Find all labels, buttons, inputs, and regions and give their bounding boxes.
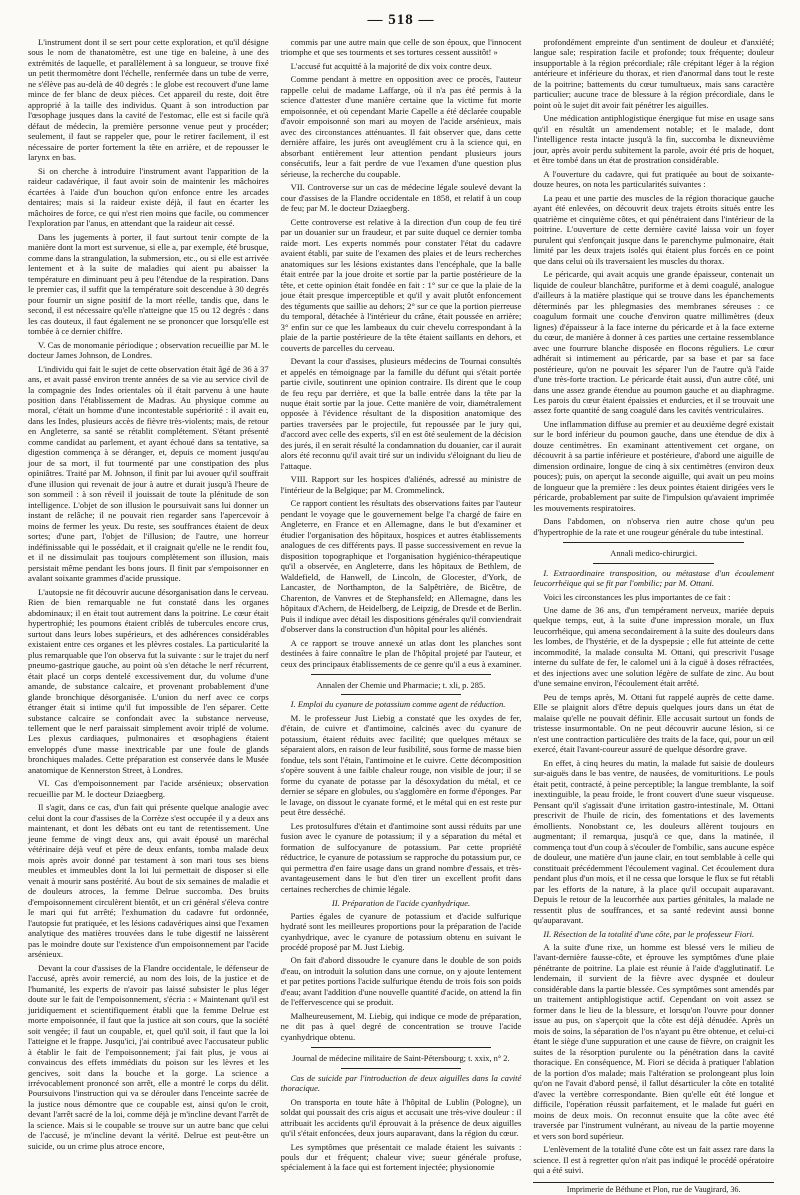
section-heading: VII. Controverse sur un cas de médecine légale soulevé devant la cour d'assises de la Flandre occidentale en 1858, et relatif à un coup de feu; par M. le docteur Dziaegberg.	[280, 182, 522, 214]
column-right	[533, 37, 775, 1194]
paragraph: Cette controverse est relative à la direction d'un coup de feu tiré par un douanier sur un fraudeur, et par suite duquel ce dernier tomba raide mort. Les experts nommés pour constater l'état du cadavre avaient établi, par suite de l'examen des plaies et de leurs recherches anatomiques sur les lésions existantes dans l'encéphale, que la balle était entrée par la joue droite et sortie par la partie postérieure de la tête, et cette opinion était fondée en fait : 1° sur ce que la plaie de la joue était presque imperceptible et qu'il y avait plutôt enfoncement des téguments que saillie au dehors; 2° sur ce que la portion pierreuse du temporal, détachée à l'intérieur du crâne, était poussée en arrière; 3° enfin sur ce que les lambeaux du cuir chevelu correspondant à la plaie de la partie postérieure de la tête étaient saillants en dehors, et couverts de parcelles du cerveau.	[280, 216, 522, 353]
column-left	[28, 37, 269, 1151]
section-divider	[341, 694, 462, 695]
paragraph: Comme pendant à mettre en opposition avec ce procès, l'auteur rappelle celui de madame Laffarge, où il n'a pas été permis à la science d'attester d'une manière certaine que la victime fut morte empoisonnée, et où cependant Marie Capelle a été déclarée coupable d'avoir empoisonné son mari au moyen de l'acide arsénieux, mais avec des circonstances atténuantes. Il fait observer que, dans cette dernière affaire, les jurés ont aveuglément cru à la science qui, en absorbant entièrement leur attention pendant plusieurs jours consécutifs, leur a fait perdre de vue l'examen d'une question plus sérieuse, la recherche du coupable.	[280, 74, 522, 179]
paragraph: profondément empreinte d'un sentiment de douleur et d'anxiété; langue sale; respiration facile et profonde; toux fréquente; douleur insupportable à la région précordiale; râle crépitant léger à la région antérieure et inférieure du thorax, et rien d'anormal dans tout le reste de la poitrine; battements du cœur tumultueux, mais sans caractère particulier; aucune trace de blessure à la région précordiale, dans le point où le sujet dit avoir fait pénétrer les aiguilles.	[533, 37, 775, 110]
section-divider	[341, 1068, 462, 1069]
section-heading: I. Emploi du cyanure de potassium comme agent de réduction.	[290, 699, 506, 710]
paragraph: On transporta en toute hâte à l'hôpital de Lublin (Pologne), un soldat qui poussait des cris aigus et accusait une très-vive douleur : il attribuait les accidents qu'il éprouvait à la présence de deux aiguilles qu'il s'était enfoncées, deux jours auparavant, dans la région du cœur.	[280, 1096, 522, 1139]
journal-heading: Annalen der Chemie und Pharmacie; t. xli, p. 285.	[316, 681, 486, 691]
paragraph: Le péricarde, qui avait acquis une grande épaisseur, contenait un liquide de couleur blanchâtre, puriforme et à demi coagulé, analogue d'ailleurs à la matière plastique qui se trouve dans les épanchements déterminés par les phlegmasies des membranes séreuses : ce coagulum formait une couche d'environ quatre millimètres (deux lignes) d'épaisseur à la face interne du péricarde et à la face externe du cœur, de manière à donner à ces parties une certaine ressemblance avec une fourrure blanche disposée en flocons réguliers. Le cœur adhérait si intimement au péricarde, par sa base et par sa face postérieure, qu'on ne pouvait les séparer l'un de l'autre qu'à l'aide d'une très-forte traction. Le péricarde était aussi, d'un autre côté, uni dans une assez grande étendue au poumon gauche et au diaphragme. Les parois du cœur étaient épaissies et endurcies, et il se trouvait une assez forte quantité de sang coagulé dans les cavités ventriculaires.	[533, 269, 775, 416]
column-middle	[280, 37, 522, 1173]
section-heading: II. Résection de la totalité d'une côte, par le professeur Fiori.	[543, 928, 755, 939]
section-heading: VI. Cas d'empoisonnement par l'acide arsénieux; observation recueillie par M. le docteur Dziaegberg.	[28, 778, 269, 799]
paragraph: Dans l'abdomen, on n'observa rien autre chose qu'un peu d'hypertrophie de la rate et une rougeur générale du tube intestinal.	[533, 516, 775, 537]
journal-heading: Journal de médecine militaire de Saint-Pétersbourg; t. xxix, n° 2.	[292, 1054, 510, 1064]
section-heading: II. Préparation de l'acide cyanhydrique.	[331, 898, 471, 909]
paragraph: Peu de temps après, M. Ottani fut rappelé auprès de cette dame. Elle se plaignit alors d'être depuis quelques jours dans un état de malaise qu'elle ne pouvait définir. Elle accusait surtout un fonds de tristesse insurmontable. On ne peut découvrir aucune lésion, si ce n'est une contraction particulière des traits de la face, qui, pour un œil exercé, était l'avant-coureur assuré de quelque désordre grave.	[533, 691, 775, 755]
paragraph: Les protosulfures d'étain et d'antimoine sont aussi réduits par une fusion avec le cyanure de potassium; il y a séparation du métal et formation de sulfocyanure de potassium. Par cette propriété réductrice, le cyanure de potassium se rapproche du potassium pur, ce qui permettra d'en faire usage dans un grand nombre d'essais, et très-avantageusement dans le but d'en tirer un excellent profit dans certaines recherches de chimie légale.	[280, 820, 522, 894]
paragraph: Parties égales de cyanure de potassium et d'acide sulfurique hydraté sont les meilleures proportions pour la préparation de l'acide cyanhydrique, avec le cyanure de potassium obtenu en suivant le procédé proposé par M. Just Liebig.	[280, 910, 522, 952]
section-heading: VIII. Rapport sur les hospices d'aliénés, adressé au ministre de l'intérieur de la Belgique; par M. Crommelinck.	[280, 474, 522, 495]
paragraph: Si on cherche à introduire l'instrument avant l'apparition de la raideur cadavérique, il faut avoir soin de maintenir les mâchoires écartées à l'aide d'un bouchon qu'on enfonce entre les arcades dentaires; mais si la raideur existe déjà, il faut en écarter les mâchoires de force, ce qui n'est rien moins que facile, ou commencer l'exploration par l'anus, en attendant que la raideur ait cessé.	[28, 165, 269, 229]
paragraph: commis par une autre main que celle de son époux, que l'innocent triomphe et que ses tourments et ses tortures cessent aussitôt! »	[280, 37, 522, 58]
page-number: — 518 —	[367, 12, 435, 28]
paragraph: Une médication antiphlogistique énergique fut mise en usage sans qu'il en résultât un amendement notable; et le malade, dont l'intelligence resta intacte jusqu'à la fin, succomba le dixneuvième jour, après avoir perdu subitement la parole, avoir été pris de hoquet, et être tombé dans un état de prostration considérable.	[533, 113, 775, 166]
paragraph: Une dame de 36 ans, d'un tempérament nerveux, mariée depuis quelque temps, eut, à la suite d'une impression morale, un flux leucorrhéique, qui amena secondairement à la suite des douleurs dans les lombes, de l'hystérie, et de la dyspepsie ; elle fut atteinte de cette incommodité, la malade consulta M. Ottani, qui prescrivit l'usage interne du sulfate de fer, le calomel uni à la ciguë à doses réfractées, et des injections avec une solution légère de sulfate de zinc. Au bout d'une semaine environ, l'écoulement était arrêté.	[533, 604, 775, 689]
paragraph: Il s'agit, dans ce cas, d'un fait qui présente quelque analogie avec celui dont la cour d'assises de la Corrèze s'est occupée il y a deux ans maintenant, et dont les débats ont eu tant de retentissement. Une jeune femme de vingt deux ans, qui avait épousé un maréchal vétérinaire déjà veuf et père de deux enfants, tomba malade deux mois après avoir donné par testament à son mari tous ses biens meubles et immeubles dont la loi lui permettait de disposer si elle venait à mourir sans postérité. Au bout de six semaines de maladie et de douleurs atroces, la femme Delrue succomba. Des bruits d'empoisonnement circulèrent bientôt, et un cri général s'éleva contre le mari qui fut arrêté; l'exhumation du cadavre fut ordonnée, l'autopsie fut pratiquée, et les lésions cadavériques ainsi que l'examen analytique des matières trouvées dans le tube digestif ne laissèrent pas le moindre doute sur l'existence d'un empoisonnement par l'acide arsénieux.	[28, 802, 269, 960]
paragraph: Dans les jugements à porter, il faut surtout tenir compte de la manière dont la mort est survenue, si elle a, par exemple, été brusque, comme dans la strangulation, la submersion, etc., ou si elle est arrivée lentement et à la suite de maladies qui aient pu abaisser la température en diminuant peu à peu l'étendue de la respiration. Dans le premier cas, il suffit que la température soit descendue à 30 degrés pour fournir un signe positif de la mort réelle, tandis que, dans le second, il est nécessaire qu'elle n'atteigne que 15 ou 12 degrés : dans les cas douteux, il faut également ne se prononcer que lorsqu'elle est tombée à ce dernier chiffre.	[28, 231, 269, 337]
section-divider	[563, 542, 744, 543]
paragraph: A ce rapport se trouve annexé un atlas dont les planches sont destinées à faire connaître le plan de l'hôpital projeté par l'auteur, et ceux des principaux établissements de ce genre qu'il a eus à examiner.	[280, 637, 522, 669]
paragraph: Devant la cour d'assises de la Flandre occidentale, le défenseur de l'accusé, après avoir remercié, au nom des lois, de la justice et de l'humanité, les experts de n'avoir pas laissé subsister le plus léger doute sur le fait de l'empoisonnement, s'écria : « Maintenant qu'il est juridiquement et scientifiquement établi que la femme Delrue est morte empoisonnée, il faut que la justice ait son cours, que la société soit vengée; il faut un coupable, et, quel qu'il soit, il faut que la loi l'atteigne et le frappe. Jusqu'ici, j'ai contribué avec l'accusateur public à établir le fait de l'empoisonnement; j'ai fait plus, je vous ai convaincus des effets immédiats du poison sur les lèvres et les gencives, soit dans la bouche et la gorge. La science a irrévocablement prononcé son arrêt, elle a montré le corps du délit. Poursuivons l'instruction qui va se dérouler dans l'enceinte sacrée de la justice nous démontre que ce coupable est, ainsi qu'on le croit, devant l'arrêt sacré de la loi, comme déjà je m'incline devant l'arrêt de la science. Mais si le coupable se trouve sur un autre banc que celui de l'accusé, je m'incline devant la vérité. Delrue est peut-être un suicide, ou un crime plus atroce encore,	[28, 962, 269, 1151]
paragraph: A l'ouverture du cadavre, qui fut pratiquée au bout de soixante-douze heures, on nota les particularités suivantes :	[533, 168, 775, 190]
paragraph: La peau et une partie des muscles de la région thoracique gauche ayant été enlevées, on découvrit deux trajets étroits situés entre les quatrième et cinquième côtes, et qui pénétraient dans l'intérieur de la poitrine. L'ouverture de cette dernière cavité laissa voir un foyer purulent qui s'enfonçait jusque dans le parenchyme pulmonaire, était limité par les deux trajets isolés qui étaient plus forcés en ce point que dans celui où ils traversaient les muscles du thorax.	[533, 192, 775, 266]
section-heading: I. Extraordinaire transposition, ou métastase d'un écoulement leucorrhéique qui se fit par l'ombilic; par M. Ottani.	[533, 567, 775, 589]
paragraph: L'enlèvement de la totalité d'une côte est un fait assez rare dans la science. Il est à regretter qu'on n'ait pas indiqué le procédé opératoire qui a été suivi.	[533, 1144, 775, 1176]
paragraph: En effet, à cinq heures du matin, la malade fut saisie de douleurs sur-aiguës dans le bas ventre, de nausées, de vomituritions. Le pouls était petit, contracté, à peine perceptible; la langue tremblante, la soif inextinguible, la peau froide, le front couvert d'une sueur visqueuse. Pensant qu'il s'agissait d'une irritation gastro-intestinale, M. Ottani prescrivit de l'huile de ricin, des fomentations et des lavements émollients. Nonobstant ce, les douleurs allèrent toujours en augmentant; il remarqua, jusqu'à ce que, dans la matinée, il commença tout d'un coup à s'écouler de l'ombilic, sans aucune espèce de douleur, une matière d'un jaune clair, en tout semblable à celle qui constituait précédemment l'écoulement vaginal. Cet écoulement dura pendant plus d'un mois, et il ne cessa que lorsque le flux se fut rétabli par les efforts de la nature, à la place qu'il occupait auparavant. Depuis le retour de la leucorrhée aux parties génitales, la malade ne ressentit plus de souffrances, et sa santé redevint aussi bonne qu'auparavant.	[533, 757, 775, 926]
paragraph: L'individu qui fait le sujet de cette observation était âgé de 36 à 37 ans, et avait passé environ trente années de sa vie au service civil de la compagnie des Indes orientales où il était parvenu à une haute position dans l'établissement de Madras. Au physique comme au moral, c'était un homme d'une incontestable supériorité : il avait eu, dans les Indes, plusieurs accès de fièvre très-violents; mais, de retour en Angleterre, sa santé se rétablit complétement. S'étant présenté comme candidat au parlement, et ayant échoué dans sa tentative, sa digestion commença à se déranger, et, depuis ce moment jusqu'au jour de sa mort, il fut tourmenté par une constipation des plus opiniâtres. Traité par M. Johnson, il finit par lui avouer qu'il souffrait d'une illusion qui revenait de jour à autre et durait jusqu'à l'heure de son sommeil : à son réveil il jouissait de toute la plénitude de son intelligence. L'objet de son illusion le poursuivait sans lui donner un instant de relâche; il ne pouvait rien regarder sans l'apercevoir à moins de fermer les yeux. Du reste, ses souffrances étaient de deux sortes; d'une part, l'objet de l'illusion; de l'autre, une horreur indéfinissable qui le possédait, et il craignait qu'elle ne le rendit fou, et il ne dissimulait pas toujours complètement son illusion, mais persistait même pendant les bons jours. Il finit par s'empoisonner en avalant soixante grammes d'acide prussique.	[28, 363, 269, 584]
paragraph: Voici les circonstances les plus importantes de ce fait :	[543, 591, 731, 602]
paragraph: A la suite d'une rixe, un homme est blessé vers le milieu de l'avant-dernière fausse-côte, et éprouve les symptômes d'une plaie pénétrante de poitrine. La plaie est réunie à l'aide d'agglutinatif. Le lendemain, il survient de la fièvre avec dyspnée et douleur considérable dans la partie blessée. Ces symptômes sont amendés par un traitement antiphlogistique actif. Cependant on voit assez se former dans le lieu de la blessure, et lorsqu'on l'ouvre pour donner issue au pus, on s'aperçoit que la côte est déjà dénudée. Après un mois de soins, la séparation de l'os n'ayant pu être obtenue, et celui-ci étant le siège d'une suppuration et une cause de fièvre, on craignit les suites de la résorption purulente ou la pénétration dans la cavité thoracique. En conséquence, M. Fiori se décida à pratiquer l'ablation de la portion d'os malade; mais l'altération se prolongeant plus loin qu'on ne l'avait d'abord pensé, il fallut désarticuler la côte en totalité d'avec la vertèbre correspondante. Bien qu'elle eût été longue et difficile, l'opération réussit parfaitement, et le malade fut guéri en moins de deux mois. On reconnut ensuite que la côte avec été traversée par l'instrument vulnérant, au niveau de la partie moyenne et vers son bord supérieur.	[533, 942, 775, 1141]
journal-heading: Annali medico-chirurgici.	[610, 549, 698, 559]
paragraph: Devant la cour d'assises, plusieurs médecins de Tournai consultés et appelés en témoignage par la famille du défunt qui s'était portée partie civile, soutinrent une opinion contraire. Ils dirent que le coup de feu reçu par derrière, et que la balle entrée dans la tête par la nuque était sortie par la joue. Cette manière de voir, diamétralement opposée à l'évidence résultant de la disposition anatomique des parties traversées par le projectile, fut repoussée par le jury qui, d'accord avec celle des experts, s'il en est ôté seulement de la décision des jurés, il en serait résulté la condamnation du douanier, car il aurait alors été reconnu qu'il avait tiré sur un individu s'éloignant du lieu de l'attaque.	[280, 356, 522, 471]
section-heading: V. Cas de monomanie périodique ; observation recueillie par M. le docteur James Johnson, de Londres.	[28, 339, 269, 361]
paragraph: Une inflammation diffuse au premier et au deuxième degré existait sur le bord inférieur du poumon gauche, dans une étendue de dix à douze centimètres. En examinant attentivement cet organe, on découvrit à sa partie inférieure et postérieure, d'abord une aiguille de dimension ordinaire, longue de cinq à six centimètres (environ deux pouces); puis, on aperçut la seconde aiguille, qui avait un peu moins de longueur que la première : les deux pointes étaient dirigées vers le péricarde, probablement par suite de l'impulsion qu'avaient imprimée les mouvements respiratoires.	[533, 418, 775, 513]
paragraph: On fait d'abord dissoudre le cyanure dans le double de son poids d'eau, on introduit la solution dans une cornue, on y ajoute lentement et par petites portions l'acide sulfurique étendu de trois fois son poids d'eau; avant l'addition d'une nouvelle quantité d'acide, on attend la fin de l'effervescence qui se produit.	[280, 955, 522, 1008]
paragraph: Malheureusement, M. Liebig, qui indique ce mode de préparation, ne dit pas à quel degré de concentration se trouve l'acide cyanhydrique obtenu.	[280, 1010, 522, 1042]
paragraph: Ce rapport contient les résultats des observations faites par l'auteur pendant le voyage que le gouvernement belge l'a chargé de faire en Angleterre, en France et en Allemagne, dans le but d'examiner et étudier l'organisation des hôpitaux, hospices et autres établissements analogues de ces différents pays. Il passe successivement en revue la disposition topographique et l'organisation hygiénico-thérapeutique qu'il a observée, en Angleterre, dans les hôpitaux de Bethlem, de Waldefield, de Hanwell, de Lincoln, de Glocester, d'York, de Lancaster, de Northampton, de la Salpêtrière, de Bicêtre, de Charenton, de Vanvres et de Stephansfeld; en Allemagne, dans les hôpitaux d'Achern, de Heidelberg, de Leipzig, de Dresde et de Berlin. Puis il indique avec détail les dispositions générales qu'il conviendrait d'observer dans la construction d'un hôpital pour les aliénés.	[280, 498, 522, 635]
section-divider	[311, 1047, 492, 1048]
text-columns	[28, 37, 775, 1194]
paragraph: Les symptômes que présentait ce malade étaient les suivants : pouls dur et fréquent; chaleur vive; sueur générale profuse, spécialement à la face qui est fortement injectée; physionomie	[280, 1141, 522, 1173]
paragraph: L'instrument dont il se sert pour cette exploration, et qu'il désigne sous le nom de thanatomètre, est une tige en baleine, à une des extrémités de laquelle, et parallèlement à sa longueur, se trouve fixé un petit thermomètre dont l'échelle, renfermée dans un tube de verre, ne s'élève pas au-delà de 40 degrés : le globe est recouvert d'une lame mince de fer blanc de deux pièces. Cet appareil du reste, doit être approprié à la taille des individus. Quant à son introduction par l'œsophage jusques dans la cavité de l'estomac, elle est si facile qu'à défaut de médecin, la première personne venue peut y procéder; seulement, il faut se rappeler que, pour le retirer facilement, il est nécessaire de porter fortement la tête en arrière, et de repousser le larynx en bas.	[28, 37, 269, 163]
section-heading: Cas de suicide par l'introduction de deux aiguilles dans la cavité thoracique.	[280, 1072, 522, 1094]
paragraph: L'autopsie ne fit découvrir aucune désorganisation dans le cerveau. Rien de bien remarquable ne fut constaté dans les organes abdominaux; il en était tout autrement dans la poitrine. Le cœur était hypertrophié; les poumons étaient criblés de tubercules encore crus, surtout dans leurs lobes supérieurs, et des adhérences considérables existaient entre ces organes et les plèvres costales. La particularité la plus remarquable que l'on observa fut la suivante : sur le trajet du nerf pneumo-gastrique gauche, au point où s'en détache le nerf récurrent, était placé un corps dentelé excessivement dur, du volume d'une amande, de substance calcaire, et provenant probablement d'une glande bronchique désorganisée. L'union du nerf avec ce corps étranger était si intime qu'il fut impossible de l'en séparer. Cette substance calcaire se confondait avec la substance nerveuse, tellement que le nerf paraissait simplement avoir triplé de volume. Les plexus cardiaques, pulmonaires et œsophagiens étaient enveloppés d'une masse inextricable par une foule de glands bronchiques malades. Cette préparation est conservée dans le Musée anatomique de Kennerston Street, à Londres.	[28, 586, 269, 775]
section-divider	[593, 563, 714, 564]
printer-imprint: Imprimerie de Béthune et Plon, rue de Vaugirard, 36.	[533, 1182, 774, 1195]
paragraph: L'accusé fut acquitté à la majorité de dix voix contre deux.	[290, 60, 492, 71]
section-divider	[311, 674, 492, 675]
paragraph: M. le professeur Just Liebig a constaté que les oxydes de fer, d'étain, de cuivre et d'antimoine, calcinés avec du cyanure de potassium, étaient réduits avec facilité; que quelques métaux se séparaient alors, en raison de leur fusibilité, sous forme de masse bien fondue, tels sont l'étain, l'antimoine et le cuivre. Cette décomposition s'opère souvent à une faible chaleur rouge, non visible de jour; il se forme du cyanate de potasse par la désoxydation du métal, et ce dernier se sépare en globules, ou s'agglomère en forme d'éponges. Par le lavage, on dissout le cyanate formé, et le métal qui en est reste pur peut être desséché.	[280, 712, 522, 818]
